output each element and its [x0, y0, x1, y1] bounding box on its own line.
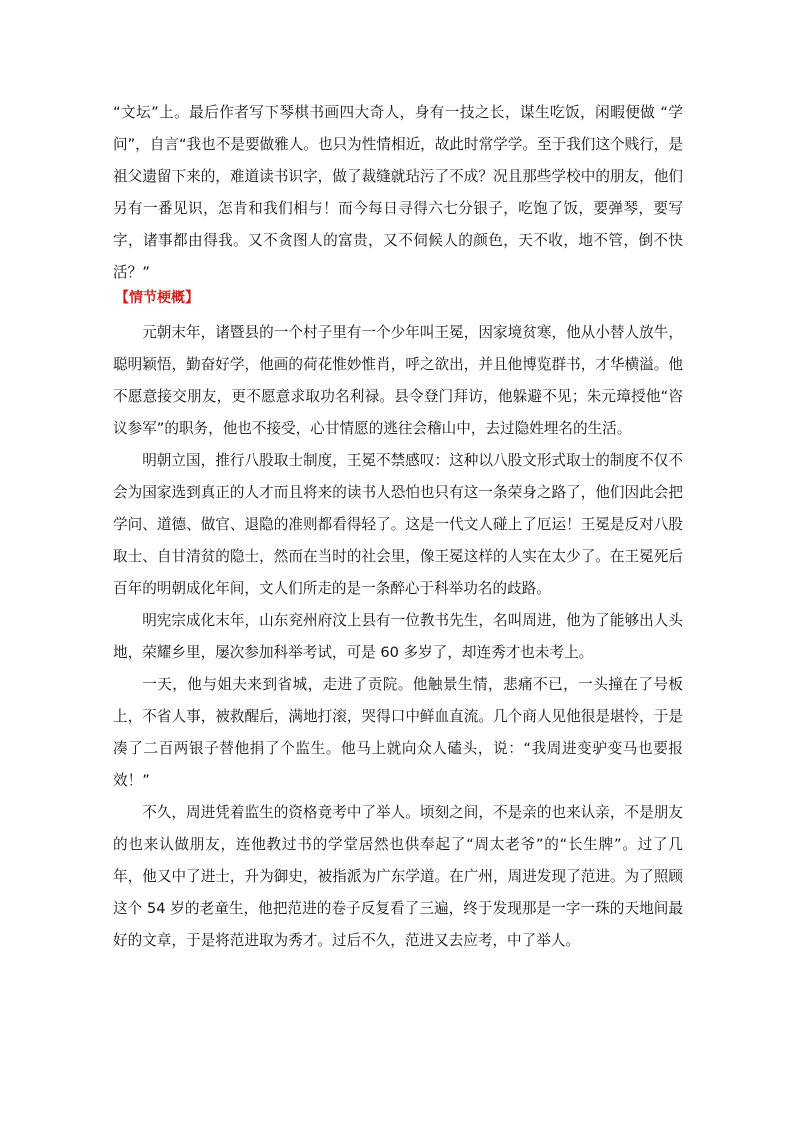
intro-text-block — [113, 97, 683, 289]
summary-paragraph-4: 一天，他与姐夫来到省城，走进了贡院。他触景生情，悲痛不已，一头撞在了号板上，不省人事，被救醒后，满地打滚，哭得口中鲜血直流。几个商人见他很是堪怜，于是凑了二百两银子替他捐了个监生。他马上就向众人磕头，说：“我周进变驴变马也要报效！” — [113, 676, 683, 789]
summary-paragraph-3: 明宪宗成化末年，山东兖州府汶上县有一位教书先生，名叫周进，他为了能够出人头地，荣耀乡里，屡次参加科举考试，可是 60 多岁了，却连秀才也未考上。 — [113, 612, 683, 661]
summary-paragraph-1: 元朝末年，诸暨县的一个村子里有一个少年叫王冕，因家境贫寒，他从小替人放牛，聪明颖悟，勤奋好学，他画的荷花惟妙惟肖，呼之欲出，并且他博览群书，才华横溢。他不愿意接交朋友，更不愿意求取功名利禄。县令登门拜访，他躲避不见；朱元璋授他“咨议参军”的职务，他也不接受，心甘情愿的逃往会稽山中，去过隐姓埋名的生活。 — [113, 324, 683, 437]
section-heading-plot-summary: 【情节梗概】 — [115, 290, 199, 306]
intro-paragraph: “文坛”上。最后作者写下琴棋书画四大奇人，身有一技之长，谋生吃饭，闲暇便做 “学问”，自言“我也不是要做雅人。也只为性情相近，故此时常学学。至于我们这个贱行，是祖父遗留下来的，难道读书识字，做了裁缝就玷污了不成？况且那些学校中的朋友，他们另有一番见识，怎肯和我们相与！而今每日寻得六七分银子，吃饱了饭，要弹琴，要写字，诸事都由得我。又不贪图人的富贵，又不伺候人的颜色，天不收，地不管，倒不快活？” — [113, 104, 683, 281]
plot-summary-block — [113, 317, 683, 957]
summary-paragraph-5: 不久，周进凭着监生的资格竟考中了举人。顷刻之间，不是亲的也来认亲，不是朋友的也来认做朋友，连他教过书的学堂居然也供奉起了“周太老爷”的“长生牌”。过了几年，他又中了进士，升为御史，被指派为广东学道。在广州，周进发现了范进。为了照顾这个 54 岁的老童生，他把范进的卷子反复看了三遍，终于发现那是一字一珠的天地间最好的文章，于是将范进取为秀才。过后不久，范进又去应考，中了举人。 — [113, 804, 683, 949]
summary-paragraph-2: 明朝立国，推行八股取士制度，王冕不禁感叹：这种以八股文形式取士的制度不仅不会为国家选到真正的人才而且将来的读书人恐怕也只有这一条荣身之路了，他们因此会把学问、道德、做官、退隐的准则都看得轻了。这是一代文人碰上了厄运！王冕是反对八股取士、自甘清贫的隐士，然而在当时的社会里，像王冕这样的人实在太少了。在王冕死后百年的明朝成化年间，文人们所走的是一条醉心于科举功名的歧路。 — [113, 452, 683, 597]
